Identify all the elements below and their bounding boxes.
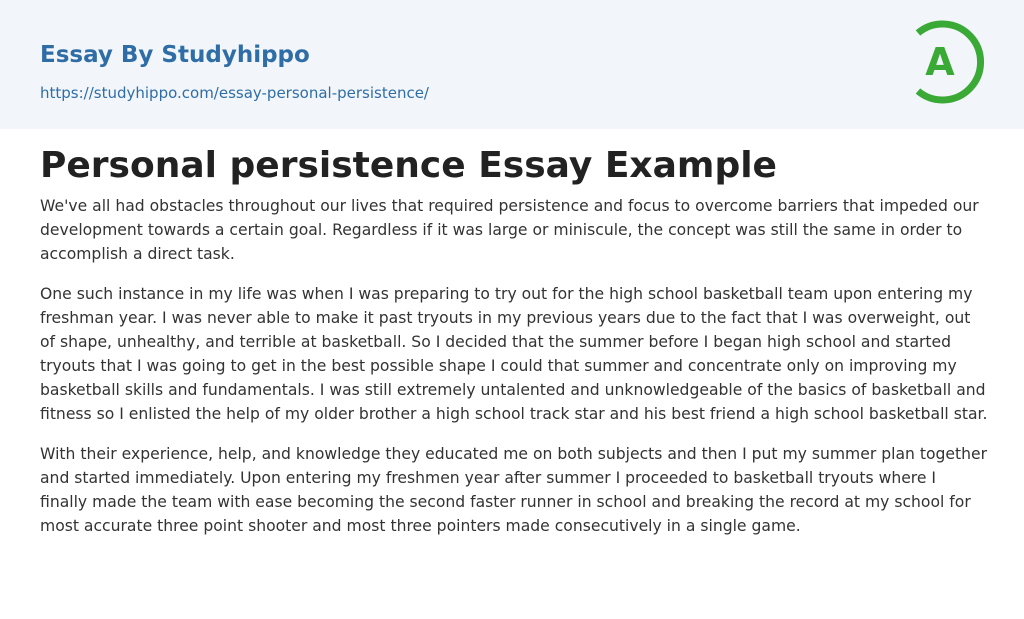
essay-body (40, 194, 988, 554)
essay-paragraph: One such instance in my life was when I was preparing to try out for the high school basketball team upon entering my freshman year. I was never able to make it past tryouts in my previous years due to the fact that I was overweight, out of shape, unhealthy, and terrible at basketball. So I decided that the summer before I began high school and started tryouts that I was going to get in the best possible shape I could that summer and concentrate only on improving my basketball skills and fundamentals. I was still extremely untalented and unknowledgeable of the basics of basketball and fitness so I enlisted the help of my older brother a high school track star and his best friend a high school basketball star. (40, 285, 988, 423)
site-header (0, 0, 1024, 129)
logo-letter: A (925, 40, 955, 84)
site-brand[interactable]: Essay By Studyhippo (40, 42, 310, 68)
page-url-link[interactable]: https://studyhippo.com/essay-personal-persistence/ (40, 84, 429, 102)
studyhippo-logo-icon[interactable] (906, 18, 990, 106)
essay-paragraph: With their experience, help, and knowledge they educated me on both subjects and then I put my summer plan together and started immediately. Upon entering my freshmen year after summer I proceeded to basketball tryouts where I finally made the team with ease becoming the second faster runner in school and breaking the record at my school for most accurate three point shooter and most three pointers made consecutively in a single game. (40, 445, 987, 535)
essay-paragraph: We've all had obstacles throughout our lives that required persistence and focus to overcome barriers that impeded our development towards a certain goal. Regardless if it was large or miniscule, the concept was still the same in order to accomplish a direct task. (40, 197, 979, 263)
page-title: Personal persistence Essay Example (40, 145, 777, 186)
